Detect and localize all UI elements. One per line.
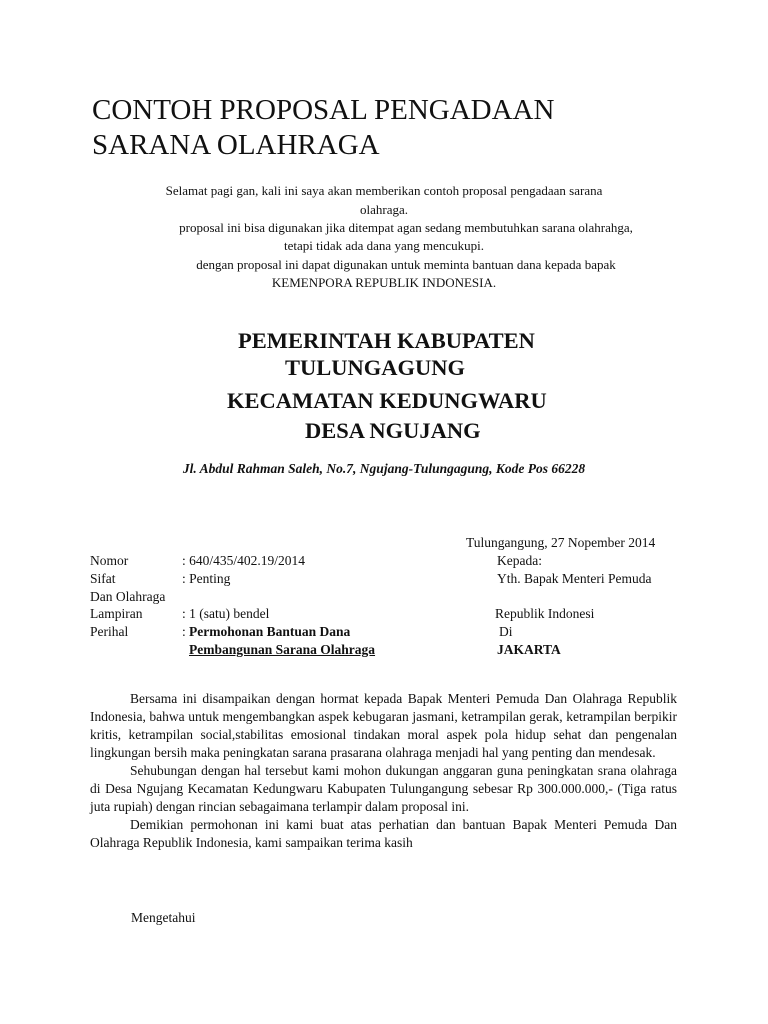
kop-line-1: PEMERINTAH KABUPATEN (238, 328, 535, 353)
lampiran-value: : 1 (satu) bendel (182, 606, 270, 621)
sifat-label: Sifat (90, 571, 116, 586)
body-paragraph-2: Sehubungan dengan hal tersebut kami mohon dukungan anggaran guna peningkatan srana olahraga di Desa Ngujang Kecamatan Kedungwaru Kabupaten Tulungangung sebesar Rp 300.000.000,- (Tiga ratus juta rupiah) dengan rincian sebagaimana terlampir dalam proposal ini. (90, 763, 677, 814)
intro-line-4: tetapi tidak ada dana yang mencukupi. (284, 238, 484, 253)
perihal-line-1: Permohonan Bantuan Dana (189, 624, 351, 639)
letter-date: Tulungangung, 27 Nopember 2014 (466, 535, 656, 550)
kop-line-3: KECAMATAN KEDUNGWARU (227, 388, 547, 413)
recipient-yth: Yth. Bapak Menteri Pemuda (497, 571, 652, 586)
intro-line-5: dengan proposal ini dapat digunakan untuk meminta bantuan dana kepada bapak (196, 257, 616, 272)
nomor-label: Nomor (90, 553, 129, 568)
kop-line-2: TULUNGAGUNG (285, 355, 466, 380)
recipient-continued: Dan Olahraga (90, 589, 166, 604)
body-paragraph-1: Bersama ini disampaikan dengan hormat kepada Bapak Menteri Pemuda Dan Olahraga Republik Indonesia, bahwa untuk mengembangkan aspek kebugaran jasmani, ketrampilan gerak, ketrampilan berpikir kritis, ketrampilan social,stabilitas emosional tindakan moral aspek pola hidup sehat dan pengenalan lingkungan bersih maka peningkatan sarana prasarana olahraga menjadi hal yang penting dan mendesak. (90, 691, 677, 760)
sifat-value: : Penting (182, 571, 231, 586)
intro-line-1: Selamat pagi gan, kali ini saya akan memberikan contoh proposal pengadaan sarana (165, 183, 603, 198)
nomor-value: : 640/435/402.19/2014 (182, 553, 306, 568)
recipient-country: Republik Indonesi (495, 606, 595, 621)
body-paragraph-3: Demikian permohonan ini kami buat atas perhatian dan bantuan Bapak Menteri Pemuda Dan Olahraga Republik Indonesia, kami sampaikan terima kasih (90, 817, 677, 850)
intro-line-2: olahraga. (359, 202, 408, 217)
title-line-2: SARANA OLAHRAGA (92, 129, 380, 161)
document-title (92, 93, 554, 163)
intro-line-3: proposal ini bisa digunakan jika ditempat agan sedang membutuhkan sarana olahrahga, (179, 220, 633, 235)
intro-line-6: KEMENPORA REPUBLIK INDONESIA. (271, 275, 497, 290)
recipient-city: JAKARTA (497, 642, 561, 657)
kop-address: Jl. Abdul Rahman Saleh, No.7, Ngujang-Tulungagung, Kode Pos 66228 (182, 461, 586, 476)
closing-mengetahui: Mengetahui (131, 910, 196, 925)
perihal-label: Perihal (90, 624, 129, 639)
perihal-line-2: Pembangunan Sarana Olahraga (189, 642, 376, 657)
letter-body (90, 690, 677, 852)
kop-line-4: DESA NGUJANG (305, 418, 481, 443)
perihal-colon: : (182, 624, 186, 639)
recipient-di: Di (499, 624, 513, 639)
lampiran-label: Lampiran (90, 606, 143, 621)
title-line-1: CONTOH PROPOSAL PENGADAAN (92, 94, 555, 126)
kepada-label: Kepada: (497, 553, 542, 568)
